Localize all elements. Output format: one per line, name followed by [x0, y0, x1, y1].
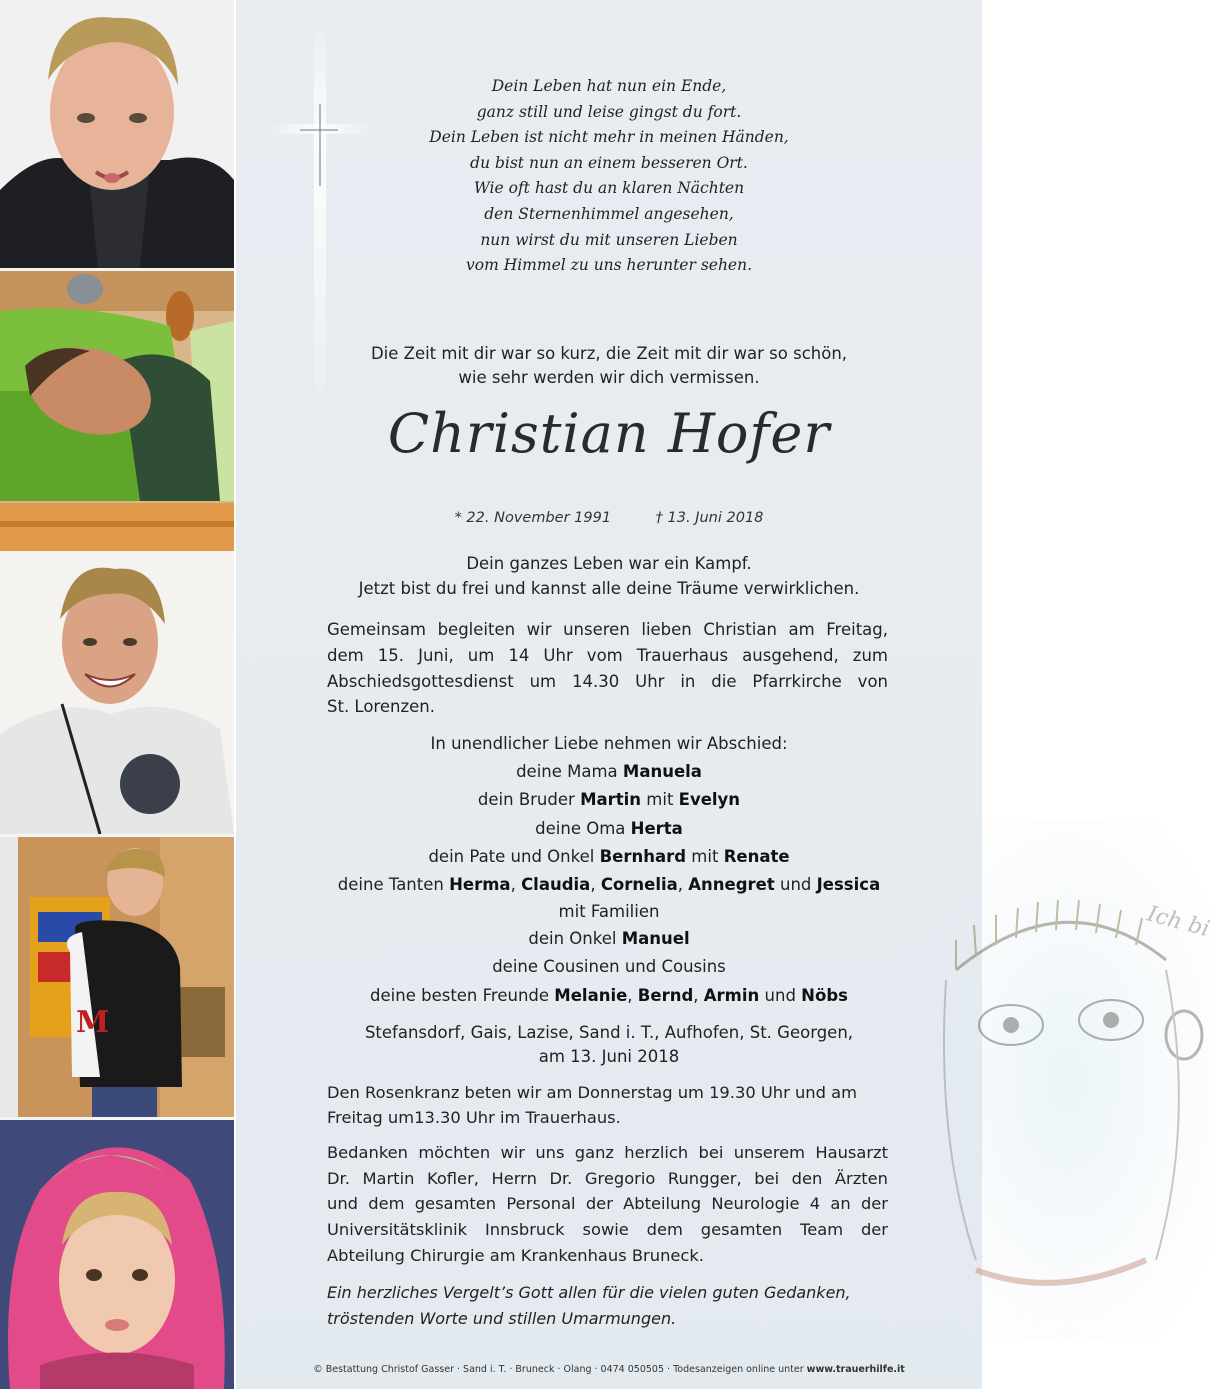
mourner-name: Cornelia: [600, 875, 678, 895]
poem-line: den Sternenhimmel angesehen,: [484, 204, 734, 223]
rosary-paragraph: [327, 1080, 888, 1130]
places-line: am 13. Juni 2018: [538, 1047, 680, 1066]
intro-line: wie sehr werden wir dich vermissen.: [458, 368, 760, 387]
mourners-heading: In unendlicher Liebe nehmen wir Abschied:: [430, 734, 788, 753]
thanks-line: Abteilung Chirurgie am Krankenhaus Bruneck.: [327, 1245, 704, 1265]
mourner-line: dein Pate und Onkel Bernhard mit Renate: [428, 846, 790, 866]
poem: [236, 74, 982, 279]
poem-line: du bist nun an einem besseren Ort.: [470, 153, 748, 172]
mourner-name: Nöbs: [801, 985, 848, 1005]
portrait-photo-4: [0, 837, 234, 1117]
funeral-line: Gemeinsam begleiten wir unseren lieben Christian am Freitag,: [327, 620, 888, 639]
closing-paragraph: [327, 1280, 888, 1332]
photo-column: [0, 0, 234, 1389]
mourner-line: deine besten Freunde Melanie, Bernd, Armin und Nöbs: [370, 985, 848, 1005]
mourner-name: Herma: [449, 875, 511, 895]
mourner-line: deine Oma Herta: [535, 818, 683, 838]
portrait-photo-3: [0, 554, 234, 834]
portrait-photo-5: [0, 1120, 234, 1389]
rosary-line: Den Rosenkranz beten wir am Donnerstag um 19.30 Uhr und am: [327, 1083, 857, 1102]
funeral-line: St. Lorenzen.: [327, 697, 435, 717]
mourner-line: deine Mama Manuela: [516, 762, 702, 782]
struggle-text: [236, 551, 982, 601]
struggle-line: Dein ganzes Leben war ein Kampf.: [466, 554, 752, 573]
mourner-line: dein Bruder Martin mit Evelyn: [477, 790, 741, 810]
poem-line: nun wirst du mit unseren Lieben: [480, 230, 738, 249]
mourner-line: deine Cousinen und Cousins: [492, 957, 726, 977]
birth-date: * 22. November 1991: [454, 510, 612, 526]
places-text: [236, 1021, 982, 1069]
funeral-line: Abschiedsgottesdienst um 14.30 Uhr in die Pfarrkirche von: [327, 671, 888, 691]
mourner-name: Renate: [723, 846, 790, 866]
mourner-line: deine Tanten Herma, Claudia, Cornelia, Annegret und Jessica: [337, 875, 881, 895]
thanks-line: und dem gesamten Personal der Abteilung Neurologie 4 an der: [327, 1194, 888, 1214]
poem-line: Wie oft hast du an klaren Nächten: [473, 179, 745, 198]
portrait-photo-2: [0, 271, 234, 551]
mourner-name: Evelyn: [678, 790, 741, 810]
mourner-name: Manuel: [621, 929, 690, 949]
mourner-line: dein Onkel Manuel: [528, 929, 690, 949]
mourner-name: Herta: [630, 818, 683, 838]
life-dates: [236, 510, 982, 526]
poem-line: vom Himmel zu uns herunter sehen.: [465, 256, 753, 275]
rosary-line: Freitag um13.30 Uhr im Trauerhaus.: [327, 1108, 621, 1127]
mourner-name: Martin: [580, 790, 642, 810]
intro-line: Die Zeit mit dir war so kurz, die Zeit mit dir war so schön,: [370, 344, 848, 363]
mourner-name: Jessica: [816, 875, 881, 895]
closing-line: Ein herzliches Vergelt’s Gott allen für die vielen guten Gedanken,: [327, 1283, 851, 1302]
footer: [236, 1364, 982, 1375]
footer-text: © Bestattung Christof Gasser · Sand i. T. · Bruneck · Olang · 0474 050505 · Todesanzeigen online unter: [313, 1364, 807, 1375]
thanks-line: Bedanken möchten wir uns ganz herzlich bei unserem Hausarzt: [327, 1143, 888, 1162]
poem-line: ganz still und leise gingst du fort.: [476, 102, 742, 121]
struggle-line: Jetzt bist du frei und kannst alle deine Träume verwirklichen.: [358, 579, 860, 598]
mourner-name: Bernhard: [599, 846, 687, 866]
funeral-line: dem 15. Juni, um 14 Uhr vom Trauerhaus ausgehend, zum: [327, 645, 888, 665]
mourner-name: Annegret: [688, 875, 775, 895]
mourner-name: Melanie: [554, 985, 628, 1005]
mourner-name: Armin: [703, 985, 760, 1005]
thanks-line: Dr. Martin Kofler, Herrn Dr. Gregorio Rungger, bei den Ärzten: [327, 1168, 888, 1188]
footer-link[interactable]: www.trauerhilfe.it: [806, 1364, 905, 1375]
mourner-line: mit Familien: [558, 902, 660, 922]
mourner-name: Claudia: [521, 875, 591, 895]
closing-line: tröstenden Worte und stillen Umarmungen.: [327, 1308, 677, 1328]
thanks-line: Universitätsklinik Innsbruck sowie dem gesamten Team der: [327, 1220, 888, 1240]
funeral-paragraph: [327, 617, 888, 720]
portrait-photo-1: [0, 0, 234, 268]
deceased-name: Christian Hofer: [387, 402, 831, 465]
drawing-text: Ich bi: [1144, 901, 1213, 943]
thanks-paragraph: [327, 1140, 888, 1269]
mourner-name: Manuela: [622, 762, 702, 782]
places-line: Stefansdorf, Gais, Lazise, Sand i. T., Aufhofen, St. Georgen,: [364, 1023, 854, 1042]
mourners-list: [236, 730, 982, 1010]
intro-text: [236, 342, 982, 390]
jacket-letter: M: [76, 1005, 110, 1040]
poem-line: Dein Leben hat nun ein Ende,: [491, 77, 727, 95]
poem-line: Dein Leben ist nicht mehr in meinen Händen,: [429, 128, 789, 147]
death-date: † 13. Juni 2018: [655, 510, 764, 526]
mourner-name: Bernd: [637, 985, 694, 1005]
